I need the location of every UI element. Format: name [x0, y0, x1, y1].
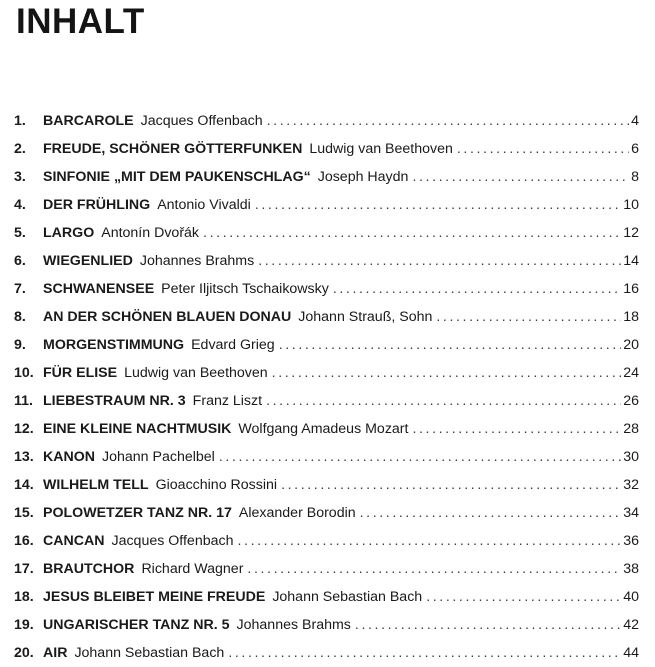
composer-name: Johannes Brahms: [236, 617, 351, 633]
dot-leader: [355, 611, 621, 639]
page-number: 10: [623, 197, 639, 213]
composer-name: Franz Liszt: [192, 393, 263, 409]
toc-entry[interactable]: [14, 639, 639, 667]
entry-number: 20.: [14, 645, 34, 661]
dot-leader: [267, 107, 629, 135]
piece-title: WIEGENLIED: [43, 253, 133, 269]
toc-entry[interactable]: [14, 387, 639, 415]
toc-entry[interactable]: [14, 191, 639, 219]
page-number: 36: [623, 533, 639, 549]
toc-entry[interactable]: [14, 583, 639, 611]
dot-leader: [258, 247, 621, 275]
toc-entry[interactable]: [14, 415, 639, 443]
piece-title: WILHELM TELL: [43, 477, 149, 493]
toc-entry[interactable]: [14, 527, 639, 555]
entry-number: 13.: [14, 449, 34, 465]
composer-name: Gioacchino Rossini: [155, 477, 278, 493]
composer-name: Joseph Haydn: [317, 169, 409, 185]
toc-entry[interactable]: [14, 443, 639, 471]
piece-title: MORGENSTIMMUNG: [43, 337, 185, 353]
entry-number: 19.: [14, 617, 34, 633]
page-number: 34: [623, 505, 639, 521]
dot-leader: [333, 275, 621, 303]
page-number: 42: [623, 617, 639, 633]
dot-leader: [219, 443, 621, 471]
toc-entry[interactable]: [14, 303, 639, 331]
piece-title: SINFONIE „MIT DEM PAUKENSCHLAG“: [43, 169, 311, 185]
page-number: 30: [623, 449, 639, 465]
composer-name: Edvard Grieg: [191, 337, 275, 353]
composer-name: Alexander Borodin: [238, 505, 356, 521]
toc-entry[interactable]: [14, 499, 639, 527]
dot-leader: [228, 639, 621, 667]
composer-name: Antonín Dvořák: [101, 225, 200, 241]
piece-title: BARCAROLE: [43, 113, 134, 129]
page-number: 40: [623, 589, 639, 605]
piece-title: POLOWETZER TANZ NR. 17: [43, 505, 232, 521]
dot-leader: [255, 191, 621, 219]
composer-name: Ludwig van Beethoven: [124, 365, 268, 381]
composer-name: Johann Sebastian Bach: [272, 589, 423, 605]
dot-leader: [426, 583, 621, 611]
dot-leader: [457, 135, 629, 163]
dot-leader: [247, 555, 621, 583]
dot-leader: [412, 415, 621, 443]
entry-number: 3.: [14, 169, 26, 185]
composer-name: Wolfgang Amadeus Mozart: [238, 421, 409, 437]
entry-number: 6.: [14, 253, 26, 269]
composer-name: Antonio Vivaldi: [157, 197, 251, 213]
piece-title: FÜR ELISE: [43, 365, 118, 381]
piece-title: AIR: [43, 645, 68, 661]
dot-leader: [360, 499, 622, 527]
composer-name: Ludwig van Beethoven: [309, 141, 453, 157]
entry-number: 1.: [14, 113, 26, 129]
composer-name: Johann Sebastian Bach: [74, 645, 225, 661]
piece-title: SCHWANENSEE: [43, 281, 155, 297]
toc-entry[interactable]: [14, 107, 639, 135]
entry-number: 12.: [14, 421, 34, 437]
toc-entry[interactable]: [14, 555, 639, 583]
page-number: 38: [623, 561, 639, 577]
dot-leader: [412, 163, 629, 191]
page-number: 12: [623, 225, 639, 241]
page-number: 32: [623, 477, 639, 493]
toc-entry[interactable]: [14, 163, 639, 191]
page-number: 26: [623, 393, 639, 409]
toc-entry[interactable]: [14, 471, 639, 499]
piece-title: EINE KLEINE NACHTMUSIK: [43, 421, 232, 437]
entry-number: 8.: [14, 309, 26, 325]
piece-title: JESUS BLEIBET MEINE FREUDE: [43, 589, 266, 605]
toc-entry[interactable]: [14, 331, 639, 359]
entry-number: 4.: [14, 197, 26, 213]
piece-title: FREUDE, SCHÖNER GÖTTERFUNKEN: [43, 141, 303, 157]
entry-number: 10.: [14, 365, 34, 381]
toc-entry[interactable]: [14, 135, 639, 163]
entry-number: 7.: [14, 281, 26, 297]
piece-title: AN DER SCHÖNEN BLAUEN DONAU: [43, 309, 292, 325]
page-title: INHALT: [16, 2, 145, 41]
toc-entry[interactable]: [14, 275, 639, 303]
page-number: 16: [623, 281, 639, 297]
page-number: 18: [623, 309, 639, 325]
composer-name: Richard Wagner: [141, 561, 244, 577]
piece-title: BRAUTCHOR: [43, 561, 135, 577]
page-number: 24: [623, 365, 639, 381]
piece-title: KANON: [43, 449, 96, 465]
page-number: 44: [623, 645, 639, 661]
composer-name: Peter Iljitsch Tschaikowsky: [161, 281, 329, 297]
entry-number: 18.: [14, 589, 34, 605]
toc-entry[interactable]: [14, 611, 639, 639]
entry-number: 16.: [14, 533, 34, 549]
entry-number: 15.: [14, 505, 34, 521]
page-number: 8: [631, 169, 639, 185]
toc-entry[interactable]: [14, 219, 639, 247]
dot-leader: [237, 527, 621, 555]
table-of-contents: [14, 107, 639, 667]
composer-name: Jacques Offenbach: [111, 533, 234, 549]
dot-leader: [279, 331, 622, 359]
piece-title: UNGARISCHER TANZ NR. 5: [43, 617, 230, 633]
dot-leader: [272, 359, 622, 387]
page-number: 20: [623, 337, 639, 353]
piece-title: LARGO: [43, 225, 95, 241]
entry-number: 14.: [14, 477, 34, 493]
page-number: 28: [623, 421, 639, 437]
composer-name: Jacques Offenbach: [140, 113, 263, 129]
entry-number: 17.: [14, 561, 34, 577]
entry-number: 9.: [14, 337, 26, 353]
toc-entry[interactable]: [14, 247, 639, 275]
dot-leader: [203, 219, 621, 247]
piece-title: CANCAN: [43, 533, 105, 549]
page-number: 14: [623, 253, 639, 269]
piece-title: LIEBESTRAUM NR. 3: [43, 393, 186, 409]
composer-name: Johann Pachelbel: [102, 449, 215, 465]
piece-title: DER FRÜHLING: [43, 197, 151, 213]
dot-leader: [266, 387, 621, 415]
dot-leader: [281, 471, 621, 499]
composer-name: Johannes Brahms: [139, 253, 255, 269]
entry-number: 5.: [14, 225, 26, 241]
page-number: 4: [631, 113, 639, 129]
entry-number: 11.: [14, 393, 33, 409]
page-number: 6: [631, 141, 639, 157]
toc-entry[interactable]: [14, 359, 639, 387]
entry-number: 2.: [14, 141, 26, 157]
composer-name: Johann Strauß, Sohn: [298, 309, 433, 325]
dot-leader: [436, 303, 621, 331]
